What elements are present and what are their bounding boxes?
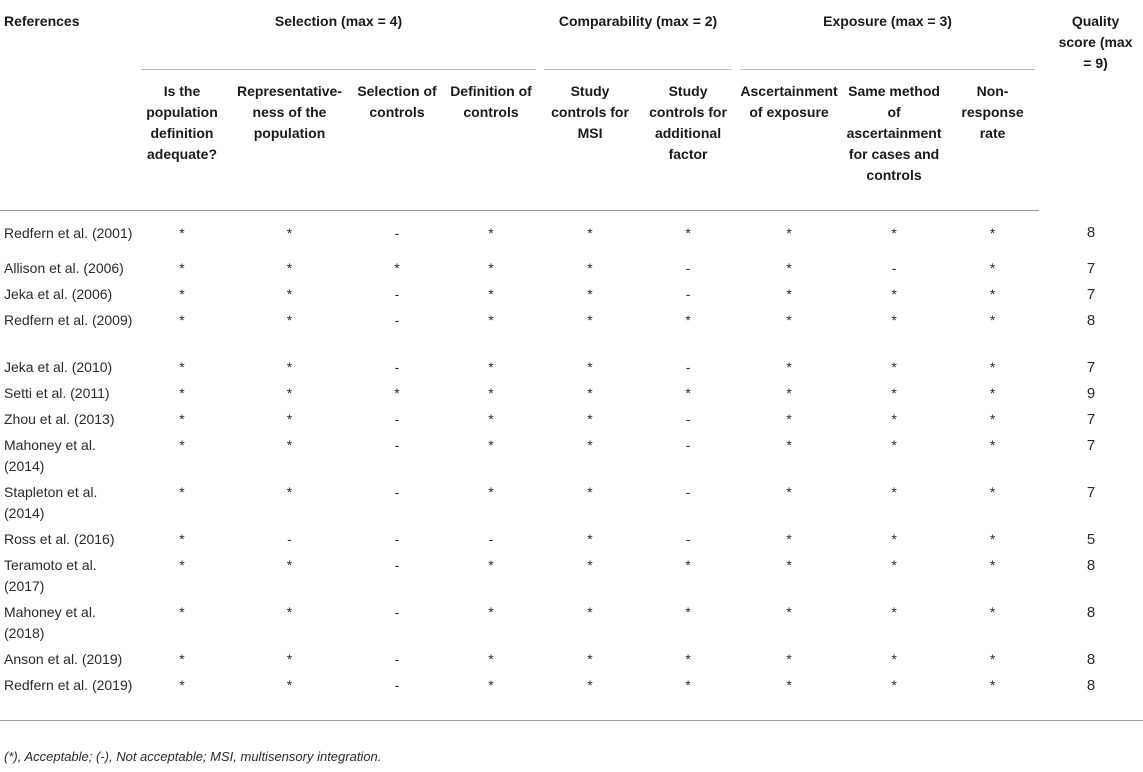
reference-cell: Mahoney et al. (2018) (4, 604, 96, 641)
reference-cell: Redfern et al. (2009) (4, 312, 133, 328)
rating-cell: * (488, 312, 494, 328)
rating-cell: * (286, 484, 293, 500)
rating-cell: * (587, 557, 593, 573)
rating-cell: - (287, 531, 292, 547)
rating-cell: * (488, 557, 494, 573)
rating-cell: * (587, 224, 593, 241)
rating-cell: - (394, 437, 400, 453)
column-header-selection-of-controls: Selection of controls (352, 71, 442, 210)
table-row (0, 407, 1143, 433)
rating-cell: * (989, 224, 996, 241)
rating-cell: * (685, 224, 691, 241)
rating-cell: * (989, 260, 996, 276)
rating-cell: * (179, 604, 185, 620)
rating-cell: * (786, 484, 792, 500)
rating-cell: * (587, 385, 593, 401)
column-header-representativeness: Representative-ness of the population (227, 71, 352, 210)
rating-cell: * (786, 312, 792, 328)
rating-cell: * (587, 531, 593, 547)
rating-cell: * (891, 385, 897, 401)
rating-cell: * (786, 437, 792, 453)
reference-cell: Teramoto et al. (2017) (4, 557, 97, 594)
rating-cell: * (179, 286, 185, 302)
rating-cell: * (587, 359, 593, 375)
rating-cell: * (891, 312, 897, 328)
table-row (0, 256, 1143, 282)
quality-score-cell: 8 (1086, 557, 1096, 574)
quality-score-cell: 7 (1086, 411, 1096, 428)
rating-cell: * (989, 604, 996, 620)
rating-cell: * (286, 359, 293, 375)
rating-cell: * (587, 411, 593, 427)
rating-cell: * (286, 437, 293, 453)
rating-cell: * (891, 651, 897, 667)
rating-cell: * (786, 359, 792, 375)
table-row (0, 282, 1143, 308)
rating-cell: * (786, 260, 792, 276)
exposure-group-header: Exposure (max = 3) (736, 0, 1039, 71)
rating-cell: * (891, 604, 897, 620)
quality-score-cell: 8 (1086, 604, 1096, 621)
table-row (0, 647, 1143, 673)
table-row (0, 355, 1143, 381)
rating-cell: * (286, 411, 293, 427)
rating-cell: * (488, 484, 494, 500)
column-header-non-response-rate: Non-response rate (946, 71, 1039, 210)
rating-cell: * (179, 531, 185, 547)
rating-cell: * (488, 651, 494, 667)
column-header-population-definition: Is the population definition adequate? (137, 71, 227, 210)
rating-cell: * (891, 224, 897, 241)
quality-score-cell: 8 (1086, 224, 1096, 241)
column-header-ascertainment-exposure: Ascertainment of exposure (736, 71, 842, 210)
table-row (0, 308, 1143, 355)
reference-cell: Anson et al. (2019) (4, 651, 123, 667)
rating-cell: - (394, 286, 400, 302)
references-header: References (4, 13, 80, 29)
quality-score-header: Quality score (max = 9) (1058, 13, 1133, 71)
rating-cell: * (286, 312, 293, 328)
quality-score-cell: 7 (1086, 359, 1096, 376)
table-row (0, 553, 1143, 600)
rating-cell: - (685, 437, 691, 453)
reference-cell: Jeka et al. (2010) (4, 359, 113, 375)
rating-cell: * (286, 385, 293, 401)
rating-cell: * (394, 385, 400, 401)
rating-cell: * (842, 673, 946, 720)
quality-score-cell: 5 (1086, 531, 1096, 548)
rating-cell: * (587, 651, 593, 667)
rating-cell: * (488, 604, 494, 620)
rating-cell: * (891, 484, 897, 500)
rating-cell: - (685, 286, 691, 302)
rating-cell: * (786, 411, 792, 427)
quality-score-cell: 7 (1086, 286, 1096, 303)
quality-score-cell: 7 (1086, 437, 1096, 454)
rating-cell: * (786, 604, 792, 620)
column-header-definition-of-controls: Definition of controls (442, 71, 540, 210)
rating-cell: * (786, 557, 792, 573)
rating-cell: * (891, 359, 897, 375)
rating-cell: * (587, 286, 593, 302)
rating-cell: - (685, 359, 691, 375)
rating-cell: * (786, 224, 792, 241)
table-row (0, 433, 1143, 480)
quality-score-cell: 8 (1086, 651, 1096, 668)
rating-cell: * (286, 224, 293, 241)
rating-cell: * (286, 557, 293, 573)
rating-cell: * (286, 651, 293, 667)
rating-cell: * (488, 437, 494, 453)
quality-score-cell: 7 (1086, 484, 1096, 501)
rating-cell: * (736, 673, 842, 720)
rating-cell: * (786, 286, 792, 302)
table-row (0, 527, 1143, 553)
rating-cell: * (286, 260, 293, 276)
rating-cell: - (394, 557, 400, 573)
quality-score-cell: 8 (1039, 673, 1143, 720)
reference-cell: Redfern et al. (2019) (0, 673, 137, 720)
rating-cell: - (394, 604, 400, 620)
quality-score-cell: 8 (1086, 312, 1096, 329)
rating-cell: - (685, 484, 691, 500)
table-row (0, 673, 1143, 720)
rating-cell: - (394, 411, 400, 427)
table-row (0, 600, 1143, 647)
rating-cell: * (488, 385, 494, 401)
column-header-controls-additional-factor: Study controls for additional factor (640, 71, 736, 210)
rating-cell: * (989, 557, 996, 573)
rating-cell: * (286, 286, 293, 302)
rating-cell: * (179, 411, 185, 427)
rating-cell: * (891, 286, 897, 302)
rating-cell: * (488, 359, 494, 375)
rating-cell: * (989, 531, 996, 547)
rating-cell: - (685, 531, 691, 547)
selection-group-header: Selection (max = 4) (137, 0, 540, 71)
table-row (0, 381, 1143, 407)
rating-cell: * (989, 484, 996, 500)
rating-cell: - (352, 673, 442, 720)
reference-cell: Stapleton et al. (2014) (4, 484, 98, 521)
rating-cell: - (394, 224, 400, 241)
reference-cell: Jeka et al. (2006) (4, 286, 113, 302)
rating-cell: * (488, 224, 494, 241)
table-row (0, 480, 1143, 527)
reference-cell: Ross et al. (2016) (4, 531, 115, 547)
rating-cell: * (587, 604, 593, 620)
rating-cell: * (442, 673, 540, 720)
rating-cell: * (685, 651, 691, 667)
rating-cell: * (179, 359, 185, 375)
rating-cell: * (685, 557, 691, 573)
rating-cell: * (179, 224, 185, 241)
blank-header-cell (0, 71, 137, 210)
reference-cell: Redfern et al. (2001) (4, 224, 133, 241)
rating-cell: * (891, 557, 897, 573)
rating-cell: * (786, 531, 792, 547)
reference-cell: Setti et al. (2011) (4, 385, 110, 401)
reference-cell: Allison et al. (2006) (4, 260, 124, 276)
quality-score-cell: 7 (1086, 260, 1096, 277)
rating-cell: * (989, 411, 996, 427)
rating-cell: * (488, 411, 494, 427)
rating-cell: * (685, 604, 691, 620)
rating-cell: - (394, 484, 400, 500)
comparability-group-header: Comparability (max = 2) (540, 0, 736, 71)
rating-cell: - (394, 312, 400, 328)
rating-cell: * (179, 437, 185, 453)
rating-cell: * (587, 437, 593, 453)
rating-cell: - (394, 531, 400, 547)
table-body (0, 210, 1143, 720)
rating-cell: * (786, 385, 792, 401)
rating-cell: * (179, 484, 185, 500)
rating-cell: * (179, 312, 185, 328)
table-row (0, 210, 1143, 256)
rating-cell: * (891, 437, 897, 453)
rating-cell: - (394, 359, 400, 375)
rating-cell: - (891, 260, 897, 276)
rating-cell: * (227, 673, 352, 720)
rating-cell: * (488, 286, 494, 302)
rating-cell: * (786, 651, 792, 667)
reference-cell: Mahoney et al. (2014) (4, 437, 96, 474)
rating-cell: * (179, 651, 185, 667)
rating-cell: - (685, 411, 691, 427)
rating-cell: * (286, 604, 293, 620)
rating-cell: - (488, 531, 494, 547)
rating-cell: * (685, 385, 691, 401)
rating-cell: * (137, 673, 227, 720)
rating-cell: * (989, 437, 996, 453)
rating-cell: * (685, 312, 691, 328)
rating-cell: * (540, 673, 640, 720)
rating-cell: - (685, 260, 691, 276)
rating-cell: * (640, 673, 736, 720)
rating-cell: * (587, 312, 593, 328)
rating-cell: * (891, 531, 897, 547)
rating-cell: * (989, 359, 996, 375)
rating-cell: * (179, 385, 185, 401)
quality-score-cell: 9 (1086, 385, 1096, 402)
rating-cell: * (989, 312, 996, 328)
rating-cell: * (989, 651, 996, 667)
rating-cell: * (891, 411, 897, 427)
rating-cell: * (989, 286, 996, 302)
rating-cell: - (394, 651, 400, 667)
rating-cell: * (989, 385, 996, 401)
table-footnote: (*), Acceptable; (-), Not acceptable; MSI, multisensory integration. (4, 749, 382, 764)
column-header-same-method: Same method of ascertainment for cases and controls (842, 71, 946, 210)
rating-cell: * (179, 260, 185, 276)
column-header-controls-msi: Study controls for MSI (540, 71, 640, 210)
rating-cell: * (179, 557, 185, 573)
rating-cell: * (488, 260, 494, 276)
rating-cell: * (587, 260, 593, 276)
rating-cell: * (394, 260, 400, 276)
reference-cell: Zhou et al. (2013) (4, 411, 115, 427)
rating-cell: * (946, 673, 1039, 720)
rating-cell: * (587, 484, 593, 500)
